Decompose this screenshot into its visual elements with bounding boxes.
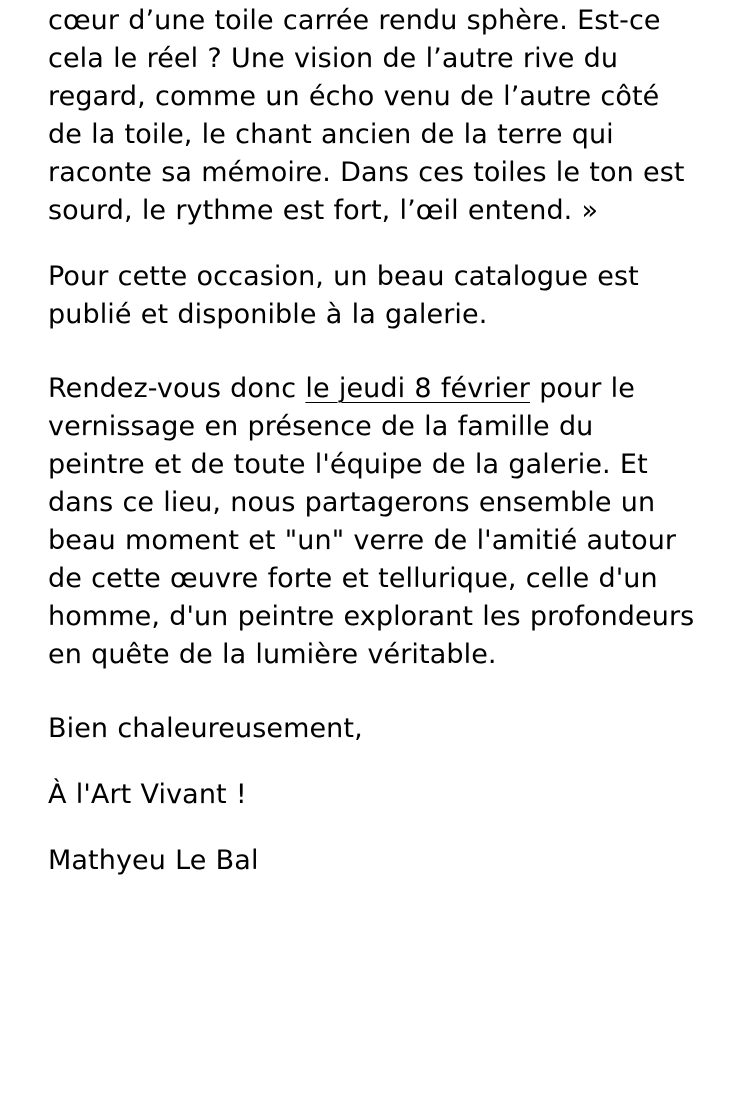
paragraph-quote-end: cœur d’une toile carrée rendu sphère. Est-ce cela le réel ? Une vision de l’autre rive du regard, comme un écho venu de l’autre côté de la toile, le chant ancien de la terre qui raconte sa mémoire. Dans ces toiles le ton est sourd, le rythme est fort, l’œil entend. » xyxy=(48,5,685,226)
paragraph-spacer xyxy=(48,814,695,842)
paragraph-spacer xyxy=(48,674,695,710)
paragraph-catalogue: Pour cette occasion, un beau catalogue est publié et disponible à la galerie. xyxy=(48,261,639,330)
event-date-link[interactable]: le jeudi 8 février xyxy=(305,373,530,404)
paragraph-rendezvous xyxy=(48,370,695,674)
paragraph-signature: Mathyeu Le Bal xyxy=(48,845,259,876)
paragraph-spacer xyxy=(48,748,695,776)
paragraph-spacer xyxy=(48,230,695,258)
paragraph-signoff: À l'Art Vivant ! xyxy=(48,779,247,810)
rendezvous-lead-text: Rendez-vous donc xyxy=(48,373,306,404)
paragraph-closing: Bien chaleureusement, xyxy=(48,713,363,744)
rendezvous-rest-text: pour le vernissage en présence de la famille du peintre et de toute l'équipe de la galerie. Et dans ce lieu, nous partagerons ensemble un beau moment et "un" verre de l'amitié autour de cette œuvre forte et tellurique, celle d'un homme, d'un peintre explorant les profondeurs en quête de la lumière véritable. xyxy=(48,373,695,670)
paragraph-spacer xyxy=(48,334,695,370)
